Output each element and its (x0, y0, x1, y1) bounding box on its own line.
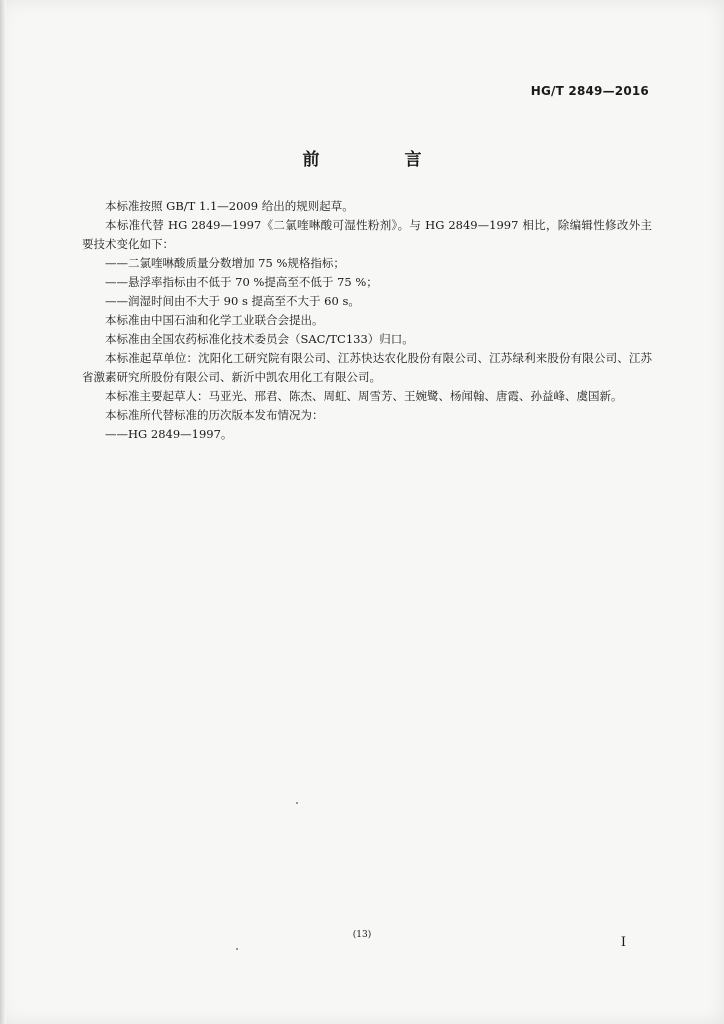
paragraph-replacement: 本标准代替 HG 2849—1997《二氯喹啉酸可湿性粉剂》。与 HG 2849—1997 相比，除编辑性修改外主要技术变化如下： (82, 218, 652, 251)
paragraph-drafters: 本标准主要起草人：马亚光、邢君、陈杰、周虹、周雪芳、王婉鹭、杨闻翰、唐霞、孙益峰、虞国新。 (105, 389, 623, 403)
paragraph-drafting-rules: 本标准按照 GB/T 1.1—2009 给出的规则起草。 (105, 199, 354, 213)
paragraph-drafting-units: 本标准起草单位：沈阳化工研究院有限公司、江苏快达农化股份有限公司、江苏绿利来股份有限公司、江苏省激素研究所股份有限公司、新沂中凯农用化工有限公司。 (82, 351, 652, 384)
change-item-wetting-time: ——润湿时间由不大于 90 s 提高至不大于 60 s。 (105, 294, 360, 308)
version-history-item: ——HG 2849—1997。 (105, 427, 233, 441)
page-number: (13) (352, 930, 372, 940)
scan-speck (236, 948, 238, 950)
roman-page-number: I (620, 935, 626, 950)
paragraph-proposed-by: 本标准由中国石油和化学工业联合会提出。 (105, 313, 324, 327)
change-item-suspensibility: ——悬浮率指标由不低于 70 %提高至不低于 75 %； (105, 275, 378, 289)
change-item-mass-fraction: ——二氯喹啉酸质量分数增加 75 %规格指标； (105, 256, 345, 270)
page-title: 前 言 (302, 150, 456, 170)
foreword-body (82, 197, 652, 444)
scan-speck (296, 802, 298, 804)
paragraph-version-history: 本标准所代替标准的历次版本发布情况为： (105, 408, 324, 422)
paragraph-under-jurisdiction: 本标准由全国农药标准化技术委员会（SAC/TC133）归口。 (105, 332, 414, 346)
standard-code: HG/T 2849—2016 (530, 84, 649, 98)
